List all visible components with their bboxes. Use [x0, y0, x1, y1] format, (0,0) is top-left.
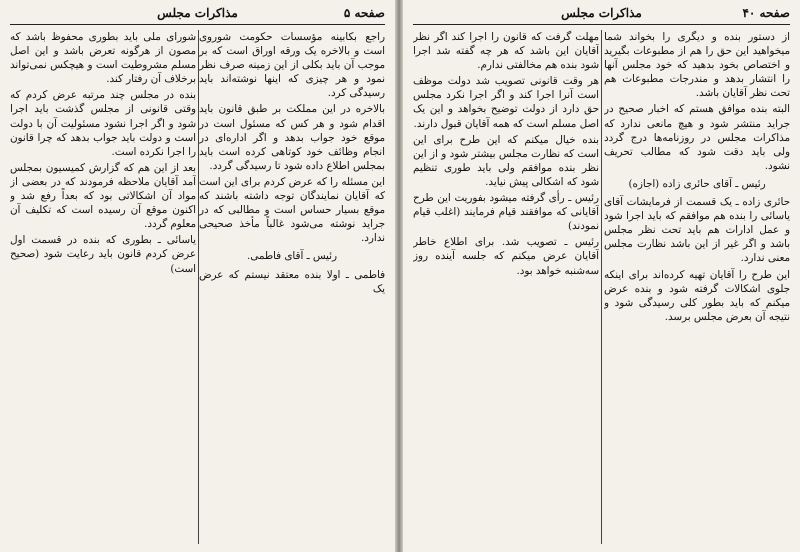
paragraph: بعد از این هم که گزارش کمیسیون بمجلس آمد آقایان ملاحظه فرمودند که در بعضی از مواد آن اشکالاتی بود که بعداً رفع شد و اکنون موقع آن رسیده است که تکلیف آن معلوم گردد. [10, 161, 196, 231]
page-header [413, 6, 790, 25]
page-number: صفحه ۴۰ [742, 6, 790, 20]
paragraph: البته بنده موافق هستم که اخبار صحیح در جراید منتشر شود و هیچ مانعی ندارد که مذاکرات مجلس در روزنامه‌ها درج گردد ولی باید دقت شود که مطالب تحریف نشود. [604, 103, 790, 172]
column-divider [198, 30, 199, 544]
paragraph: بالاخره در این مملکت بر طبق قانون باید اقدام شود و هر کس که مسئول است در موقع خود جواب بدهد و اگر اداره‌ای در انجام وظائف خود کوتاهی کرده است باید بمجلس اطلاع داده شود تا رسیدگی گردد. [199, 103, 385, 172]
paragraph: این طرح را آقایان تهیه کرده‌اند برای اینکه جلوی اشکالات گرفته شود و بنده عرض میکنم که باید بطور کلی رسیدگی شود و نتیجه آن بعرض مجلس برسد. [604, 268, 790, 323]
paragraph: رئیس ـ رأی گرفته میشود بفوریت این طرح آقایانی که موافقند قیام فرمایند (اغلب قیام نمودند) [413, 192, 599, 233]
paragraph: این مسئله را که عرض کردم برای این است که آقایان نمایندگان توجه داشته باشند که موقع بسیار حساس است و مطالبی که در جراید نوشته می‌شود غالباً مأخذ صحیحی ندارد. [199, 175, 385, 245]
page-header [10, 6, 385, 25]
left-page [0, 0, 395, 552]
running-title: مذاکرات مجلس [561, 6, 642, 20]
right-page [403, 0, 800, 552]
paragraph: حائری زاده ـ یک قسمت از فرمایشات آقای یاسائی را بنده هم موافقم که باید اجرا شود و عمل ادارات هم باید تحت نظر مجلس باشد و اگر غیر از این باشد نظارت مجلس معنی ندارد. [604, 196, 790, 265]
text-columns [413, 30, 790, 544]
running-title: مذاکرات مجلس [157, 6, 238, 20]
column-right [199, 30, 385, 544]
column-left [10, 30, 196, 544]
page-number: صفحه ۵ [343, 6, 385, 20]
paragraph: مهلت گرفت که قانون را اجرا کند اگر نظر آقایان این باشد که هر چه گفته شد اجرا شود بنده هم مخالفتی ندارم. [413, 31, 599, 72]
paragraph: راجع بکابینه مؤسسات حکومت شوروی است و بالاخره یک ورقه اوراق است که بر موجب آن باید بکلی از این زمینه صرف نظر نمود و هر چیزی که اینها نوشته‌اند باید رسیدگی کرد. [199, 31, 385, 100]
column-divider [601, 30, 602, 544]
speaker-line: رئیس ـ آقای حائری زاده (اجازه) [628, 177, 766, 190]
column-right [604, 30, 790, 544]
paragraph: بنده در مجلس چند مرتبه عرض کردم که وقتی قانونی از مجلس گذشت باید اجرا شود و اگر اجرا نشود مسئولیت آن با دولت است و دولت باید جواب بدهد که چرا قانون را اجرا نکرده است. [10, 89, 196, 158]
paragraph: از دستور بنده و دیگری را بخواند شما میخواهید این حق را هم از مطبوعات بگیرید و اختصاص بخود بدهید که خود مجلس آنها را انتشار بدهد و مندرجات مطبوعات هم تحت نظر آقایان باشد. [604, 31, 790, 100]
column-left [413, 30, 599, 544]
paragraph: رئیس ـ تصویب شد. برای اطلاع خاطر آقایان عرض میکنم که جلسه آینده روز سه‌شنبه خواهد بود. [413, 236, 599, 277]
paragraph: شورای ملی باید بطوری محفوظ باشد که مصون از هرگونه تعرض باشد و این اصل مسلم مشروطیت است و هیچکس نمی‌تواند برخلاف آن رفتار کند. [10, 31, 196, 86]
paragraph: فاطمی ـ اولا بنده معتقد نیستم که عرض یک [199, 268, 385, 295]
paragraph: بنده خیال میکنم که این طرح برای این است که نظارت مجلس بیشتر شود و از این نظر بنده موافقم ولی باید طوری تنظیم شود که اشکالی پیش نیاید. [413, 133, 599, 188]
speaker-line: رئیس ـ آقای فاطمی. [247, 250, 337, 263]
paragraph: هر وقت قانونی تصویب شد دولت موظف است آنرا اجرا کند و اگر اجرا نکرد مجلس حق دارد از دولت توضیح بخواهد و این یک اصل مسلم است که همه آقایان قبول دارند. [413, 75, 599, 130]
paragraph: یاسائی ـ بطوری که بنده در قسمت اول عرض کردم قانون باید رعایت شود (صحیح است) [10, 234, 196, 275]
book-gutter [395, 0, 403, 552]
text-columns [10, 30, 385, 544]
